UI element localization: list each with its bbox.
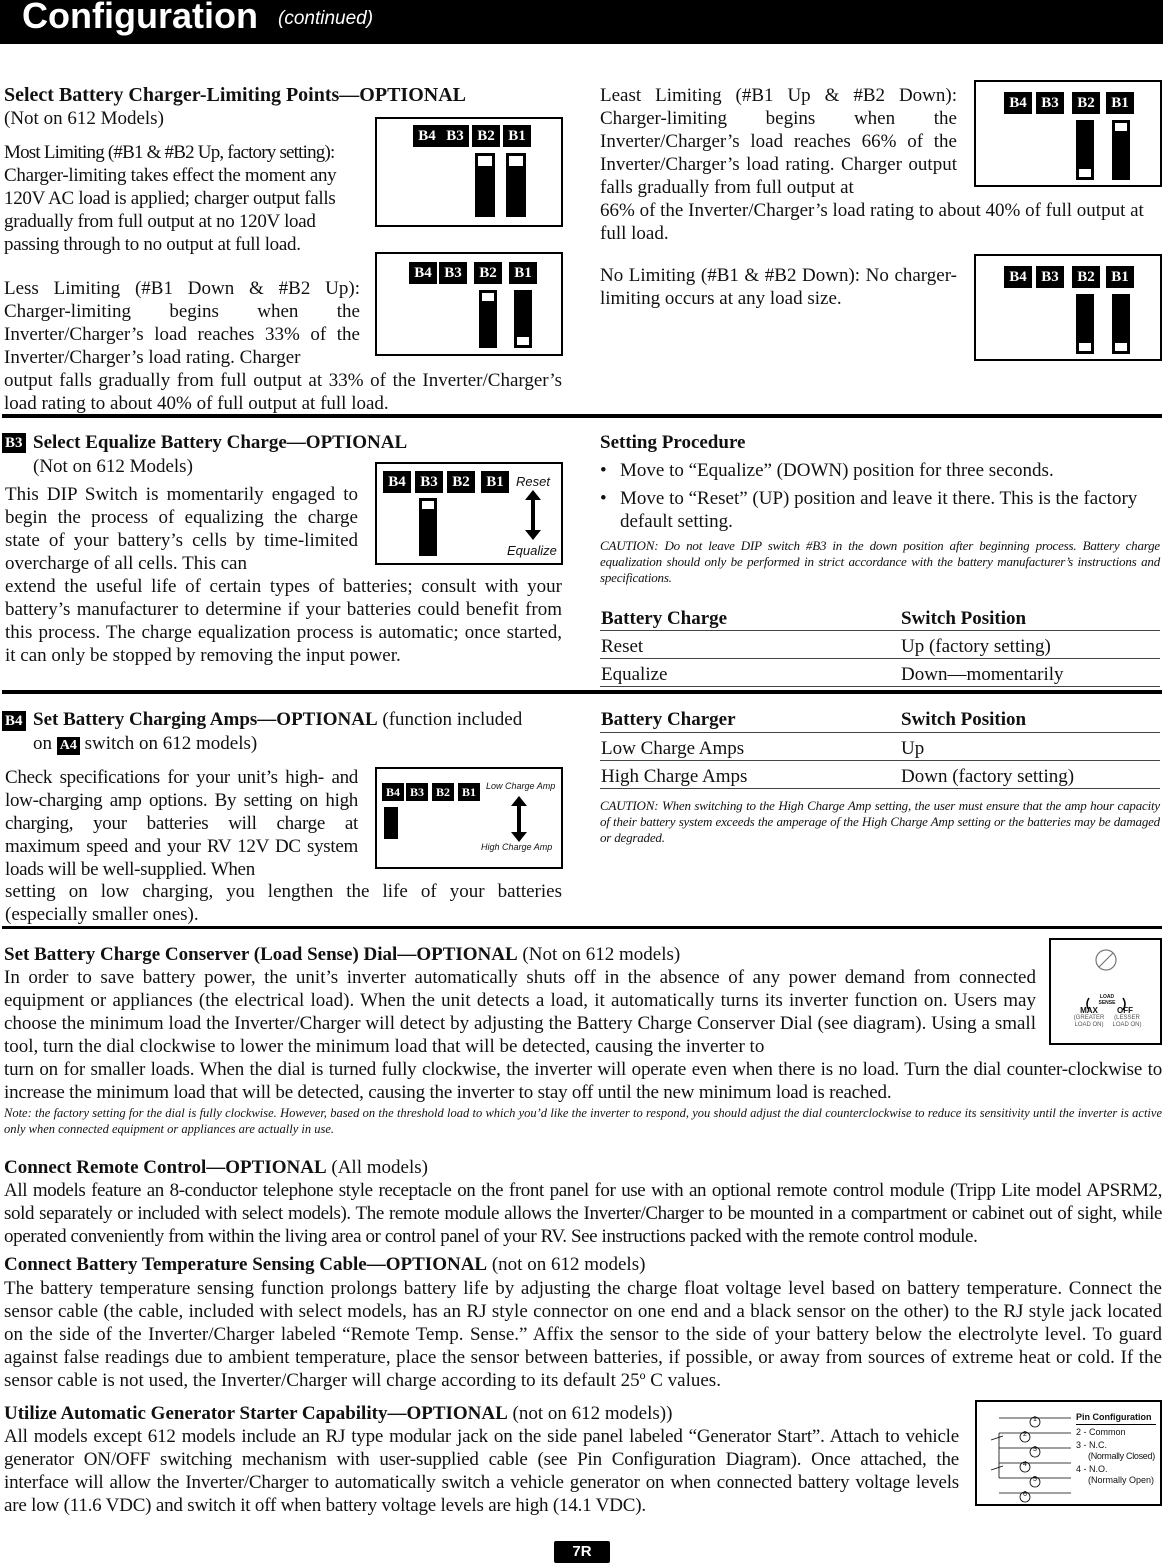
- table-cell: Up: [901, 738, 925, 759]
- conserver-note: Note: the factory setting for the dial is fully clockwise. However, based on the threshold load to which you’d like the inverter to respond, you should adjust the dial counterclockwise to reduce its sensitivity until the inverter is active only when connected equipment or appliances are actually in use.: [4, 1106, 1162, 1136]
- pin-connector-drawing: [977, 1402, 1073, 1504]
- load-sense-label: LOAD SENSE: [1098, 994, 1116, 1006]
- pin-config-rule: [1076, 1424, 1156, 1425]
- table-cell: Up (factory setting): [901, 636, 1051, 657]
- dip-label-b3: B3: [406, 783, 428, 801]
- table-cell: Low Charge Amps: [601, 738, 745, 759]
- dip-diagram-less-limiting: [375, 252, 563, 356]
- conserver-body: In order to save battery power, the unit’s inverter automatically shuts off in the absence of any power demand from connected equipment or appliances (the electrical load). When the unit detects a load, it automatically turns its inverter function on. Users may choose the minimum load the Inverter/Charger will detect by adjusting the Battery Charge Conserver Dial (see diagram). Using a small tool, turn the dial clockwise to lower the minimum load that will be detected, causing the inverter to: [4, 967, 1036, 1057]
- dip-label-b2: B2: [474, 262, 502, 284]
- dip-label-b1: B1: [1106, 266, 1134, 288]
- dip-label-b4: B4: [1004, 92, 1032, 114]
- remote-title: Connect Remote Control—OPTIONAL: [4, 1157, 327, 1178]
- dip-label-b2: B2: [432, 783, 454, 801]
- pin-config-title: Pin Configuration: [1076, 1412, 1152, 1422]
- section-divider: [2, 414, 1162, 418]
- dial-max-label: MAX: [1080, 1006, 1098, 1015]
- dip-diagram-no-limiting: [974, 254, 1162, 361]
- generator-title-rest: (not on 612 models)): [512, 1403, 673, 1424]
- most-limiting-lead: Most Limiting (#B1 & #B2 Up, factory setting):: [4, 142, 335, 163]
- table-rule: [600, 760, 1160, 761]
- dip-label-b1: B1: [481, 471, 509, 493]
- high-charge-amp-label: High Charge Amp: [481, 842, 553, 852]
- table-cell: Down—momentarily: [901, 664, 1064, 685]
- most-limiting-body: Charger-limiting takes effect the moment any 120V AC load is applied; charger output falls gradually from full output at no 120V load passing through to no output at full load.: [4, 165, 337, 255]
- equalize-label: Equalize: [507, 543, 557, 558]
- temp-title-rest: (not on 612 models): [491, 1254, 646, 1275]
- pin-3-label: 3 - N.C.: [1076, 1440, 1108, 1450]
- dip-switch-b1: [1112, 120, 1130, 180]
- table-cell: High Charge Amps: [601, 766, 748, 787]
- dip-label-b3: B3: [1036, 92, 1064, 114]
- dip-label-b2: B2: [1072, 266, 1100, 288]
- dip-switch-b2: [1076, 294, 1094, 354]
- amps-caution: CAUTION: When switching to the High Charge Amp setting, the user must ensure that the amp hour capacity of their battery system exceeds the amperage of the High Charge Amp setting or the batteries may be damaged or degraded.: [600, 798, 1160, 845]
- amps-body: Check specifications for your unit’s high- and low-charging amp options. By setting on high charging, your batteries will charge at maximum speed and your RV 12V DC system loads will be well-supplied. When: [5, 767, 358, 880]
- temp-title: Connect Battery Temperature Sensing Cable—OPTIONAL: [4, 1254, 488, 1275]
- dip-switch-b2: [1076, 120, 1094, 180]
- dip-label-b2: B2: [447, 471, 475, 493]
- amps-title: Set Battery Charging Amps—OPTIONAL: [33, 709, 378, 730]
- pin-number: 4: [1023, 1461, 1027, 1468]
- dip-label-b4: B4: [382, 783, 404, 801]
- dip-label-b1: B1: [503, 125, 531, 147]
- dip-label-b3: B3: [415, 471, 443, 493]
- setting-procedure-title: Setting Procedure: [600, 432, 746, 453]
- least-limiting-text: Least Limiting (#B1 Up & #B2 Down): Charger-limiting begins when the Inverter/Charger’s load reaches 66% of the Inverter/Charger’s load rating. Charger output falls gradually from full output at: [600, 85, 957, 198]
- charger-limit-note: (Not on 612 Models): [4, 108, 164, 129]
- amps-title-rest: (function included: [382, 709, 523, 730]
- dip-switch-b3: [419, 498, 437, 556]
- remote-title-line: [4, 1156, 428, 1179]
- dip-label-b4: B4: [383, 471, 411, 493]
- amps-body-cont: setting on low charging, you lengthen the life of your batteries (especially smaller ones).: [5, 881, 562, 925]
- pin-configuration-diagram: [975, 1400, 1162, 1506]
- equalize-switch-tag: B3: [2, 433, 26, 453]
- no-limiting-text: No Limiting (#B1 & #B2 Down): No charger-limiting occurs at any load size.: [600, 265, 957, 309]
- procedure-step-2: Move to “Reset” (UP) position and leave it there. This is the factory default setting.: [620, 488, 1138, 532]
- conserver-title-rest: (Not on 612 models): [522, 944, 681, 965]
- generator-body: All models except 612 models include an RJ type modular jack on the side panel labeled “Generator Start”. Attach to vehicle generator ON/OFF switching mechanism with user-supplied cable (see Pin Configuration Diagram). Once attached, the interface will allow the Inverter/Charger to automatically switch a vehicle generator on when connected battery voltage levels are low (11.6 VDC) and switch it off when battery voltage levels are high (14.1 VDC).: [4, 1426, 959, 1516]
- up-down-arrow-icon: [511, 796, 527, 842]
- table-cell: Down (factory setting): [901, 766, 1075, 787]
- table-header-switch-position: Switch Position: [901, 709, 1027, 730]
- section-divider: [2, 690, 1162, 694]
- table-cell: Reset: [601, 636, 644, 657]
- generator-title: Utilize Automatic Generator Starter Capability—OPTIONAL: [4, 1403, 508, 1424]
- up-down-arrow-icon: [525, 490, 541, 540]
- load-sense-dial-diagram: [1049, 938, 1162, 1045]
- dip-switch-b1: [1112, 294, 1130, 354]
- pin-number: 1: [1033, 1416, 1037, 1423]
- charger-limit-title: Select Battery Charger-Limiting Points—OPTIONAL: [4, 84, 466, 106]
- amps-switch-tag: B4: [2, 711, 26, 731]
- page-title: Configuration: [22, 0, 258, 36]
- amps-switch-text: switch on 612 models): [84, 733, 258, 754]
- dip-switch-b2: [475, 153, 495, 217]
- pin-3-sub: (Normally Closed): [1088, 1451, 1155, 1461]
- dip-label-b2: B2: [1072, 92, 1100, 114]
- dip-label-b3: B3: [441, 125, 469, 147]
- remote-title-rest: (All models): [331, 1157, 428, 1178]
- procedure-step-1: Move to “Equalize” (DOWN) position for three seconds.: [620, 460, 1054, 481]
- dial-off-sub: (LESSER LOAD ON): [1112, 1015, 1142, 1028]
- conserver-body-cont: turn on for smaller loads. When the dial is turned fully clockwise, the inverter will operate even when there is no load. Turn the dial counter-clockwise to increase the minimum load that will be detected, causing the inverter to stay off until the new minimum load is reached.: [4, 1059, 1162, 1103]
- equalize-title: Select Equalize Battery Charge—OPTIONAL: [33, 432, 408, 453]
- table-header-battery-charger: Battery Charger: [601, 709, 736, 730]
- less-limiting-text: Less Limiting (#B1 Down & #B2 Up): Charger-limiting begins when the Inverter/Charger’s load reaches 33% of the Inverter/Charger’s load rating. Charger: [4, 278, 360, 368]
- page-number: 7R: [554, 1541, 610, 1563]
- generator-title-line: [4, 1402, 672, 1425]
- pin-4-sub: (Normally Open): [1088, 1475, 1155, 1485]
- most-limiting-text: [4, 141, 360, 256]
- dip-label-b4: B4: [413, 125, 441, 147]
- low-charge-amp-label: Low Charge Amp: [486, 781, 556, 791]
- dip-switch-b1: [514, 290, 532, 348]
- dip-label-b3: B3: [1036, 266, 1064, 288]
- pin-number: 2: [1023, 1431, 1027, 1438]
- pin-number: 3: [1033, 1446, 1037, 1453]
- table-rule: [600, 686, 1160, 687]
- conserver-title: Set Battery Charge Conserver (Load Sense) Dial—OPTIONAL: [4, 944, 518, 965]
- amps-a4-tag: A4: [57, 737, 80, 755]
- equalize-caution: CAUTION: Do not leave DIP switch #B3 in the down position after beginning process. Battery charge equalization should only be performed in strict accordance with the battery manufacturer’s instructions and specifications.: [600, 538, 1160, 585]
- least-limiting-text-cont: 66% of the Inverter/Charger’s load rating to about 40% of full output at full load.: [600, 200, 1144, 244]
- dip-diagram-most-limiting: [375, 117, 563, 227]
- amps-on-text: on: [33, 733, 52, 754]
- table-header-switch-position: Switch Position: [901, 608, 1027, 629]
- dip-switch-b2: [479, 290, 497, 348]
- table-rule: [600, 732, 1160, 733]
- dip-label-b1: B1: [458, 783, 480, 801]
- dip-diagram-equalize: [375, 462, 563, 565]
- pin-number: 6: [1023, 1491, 1027, 1498]
- amps-title-line-2: [33, 732, 257, 755]
- table-rule: [600, 630, 1160, 631]
- table-header-battery-charge: Battery Charge: [601, 608, 728, 629]
- dip-switch-b1: [506, 153, 526, 217]
- conserver-title-line: [4, 943, 680, 966]
- dip-label-b1: B1: [509, 262, 537, 284]
- table-rule: [600, 788, 1160, 789]
- table-cell: Equalize: [601, 664, 668, 685]
- temp-title-line: [4, 1253, 645, 1276]
- temp-body: The battery temperature sensing function prolongs battery life by adjusting the charge float voltage level based on battery temperature. Connect the sensor cable (the cable, included with select models, has an RJ style connector on one end and a black sensor on the other) to the RJ style jack located on the side of the Inverter/Charger labeled “Remote Temp. Sense.” Affix the sensor to the side of your battery below the electrolyte level. To guard against false readings due to ambient temperature, place the sensor between batteries, if possible, or away from sources of extreme heat or cold. If the sensor cable is not used, the Inverter/Charger will charge according to its default 25º C values.: [4, 1278, 1162, 1391]
- pin-number: 5: [1033, 1476, 1037, 1483]
- reset-label: Reset: [516, 474, 550, 489]
- pin-2-label: 2 - Common: [1076, 1427, 1126, 1437]
- procedure-bullet-icon: •: [600, 460, 607, 481]
- page-subtitle: (continued): [278, 8, 374, 29]
- table-rule: [600, 658, 1160, 659]
- amps-title-line: [33, 708, 522, 731]
- dip-label-b1: B1: [1106, 92, 1134, 114]
- dip-label-b2: B2: [472, 125, 500, 147]
- dial-off-label: OFF: [1117, 1006, 1133, 1015]
- remote-body: All models feature an 8-conductor telephone style receptacle on the front panel for use with an optional remote control module (Tripp Lite model APSRM2, sold separately or included with select models). The remote module allows the Inverter/Charger to be mounted in a compartment or cabinet out of sight, while operated conveniently from within the living area or control panel of your RV. See instructions packed with the remote control module.: [4, 1180, 1162, 1247]
- dip-diagram-least-limiting: [974, 80, 1162, 187]
- dip-label-b3: B3: [439, 262, 467, 284]
- dip-label-b4: B4: [1004, 266, 1032, 288]
- less-limiting-text-cont: output falls gradually from full output at 33% of the Inverter/Charger’s load rating to about 40% of full output at full load.: [4, 370, 562, 414]
- dip-label-b4: B4: [409, 262, 437, 284]
- procedure-bullet-icon: •: [600, 488, 607, 509]
- dip-switch-b4: [384, 807, 398, 839]
- pin-4-label: 4 - N.O.: [1076, 1464, 1108, 1474]
- dial-max-sub: (GREATER LOAD ON): [1073, 1015, 1105, 1028]
- equalize-body: This DIP Switch is momentarily engaged to begin the process of equalizing the charge state of your battery’s cells by time-limited overcharge of all cells. This can: [5, 484, 358, 574]
- equalize-body-cont: extend the useful life of certain types of batteries; consult with your battery’s manufacturer to determine if your batteries could benefit from this process. The charge equalization process is automatic; once started, it can only be stopped by removing the input power.: [5, 576, 562, 666]
- dip-diagram-amps: [375, 767, 563, 869]
- section-divider: [2, 926, 1162, 929]
- equalize-note: (Not on 612 Models): [33, 456, 193, 477]
